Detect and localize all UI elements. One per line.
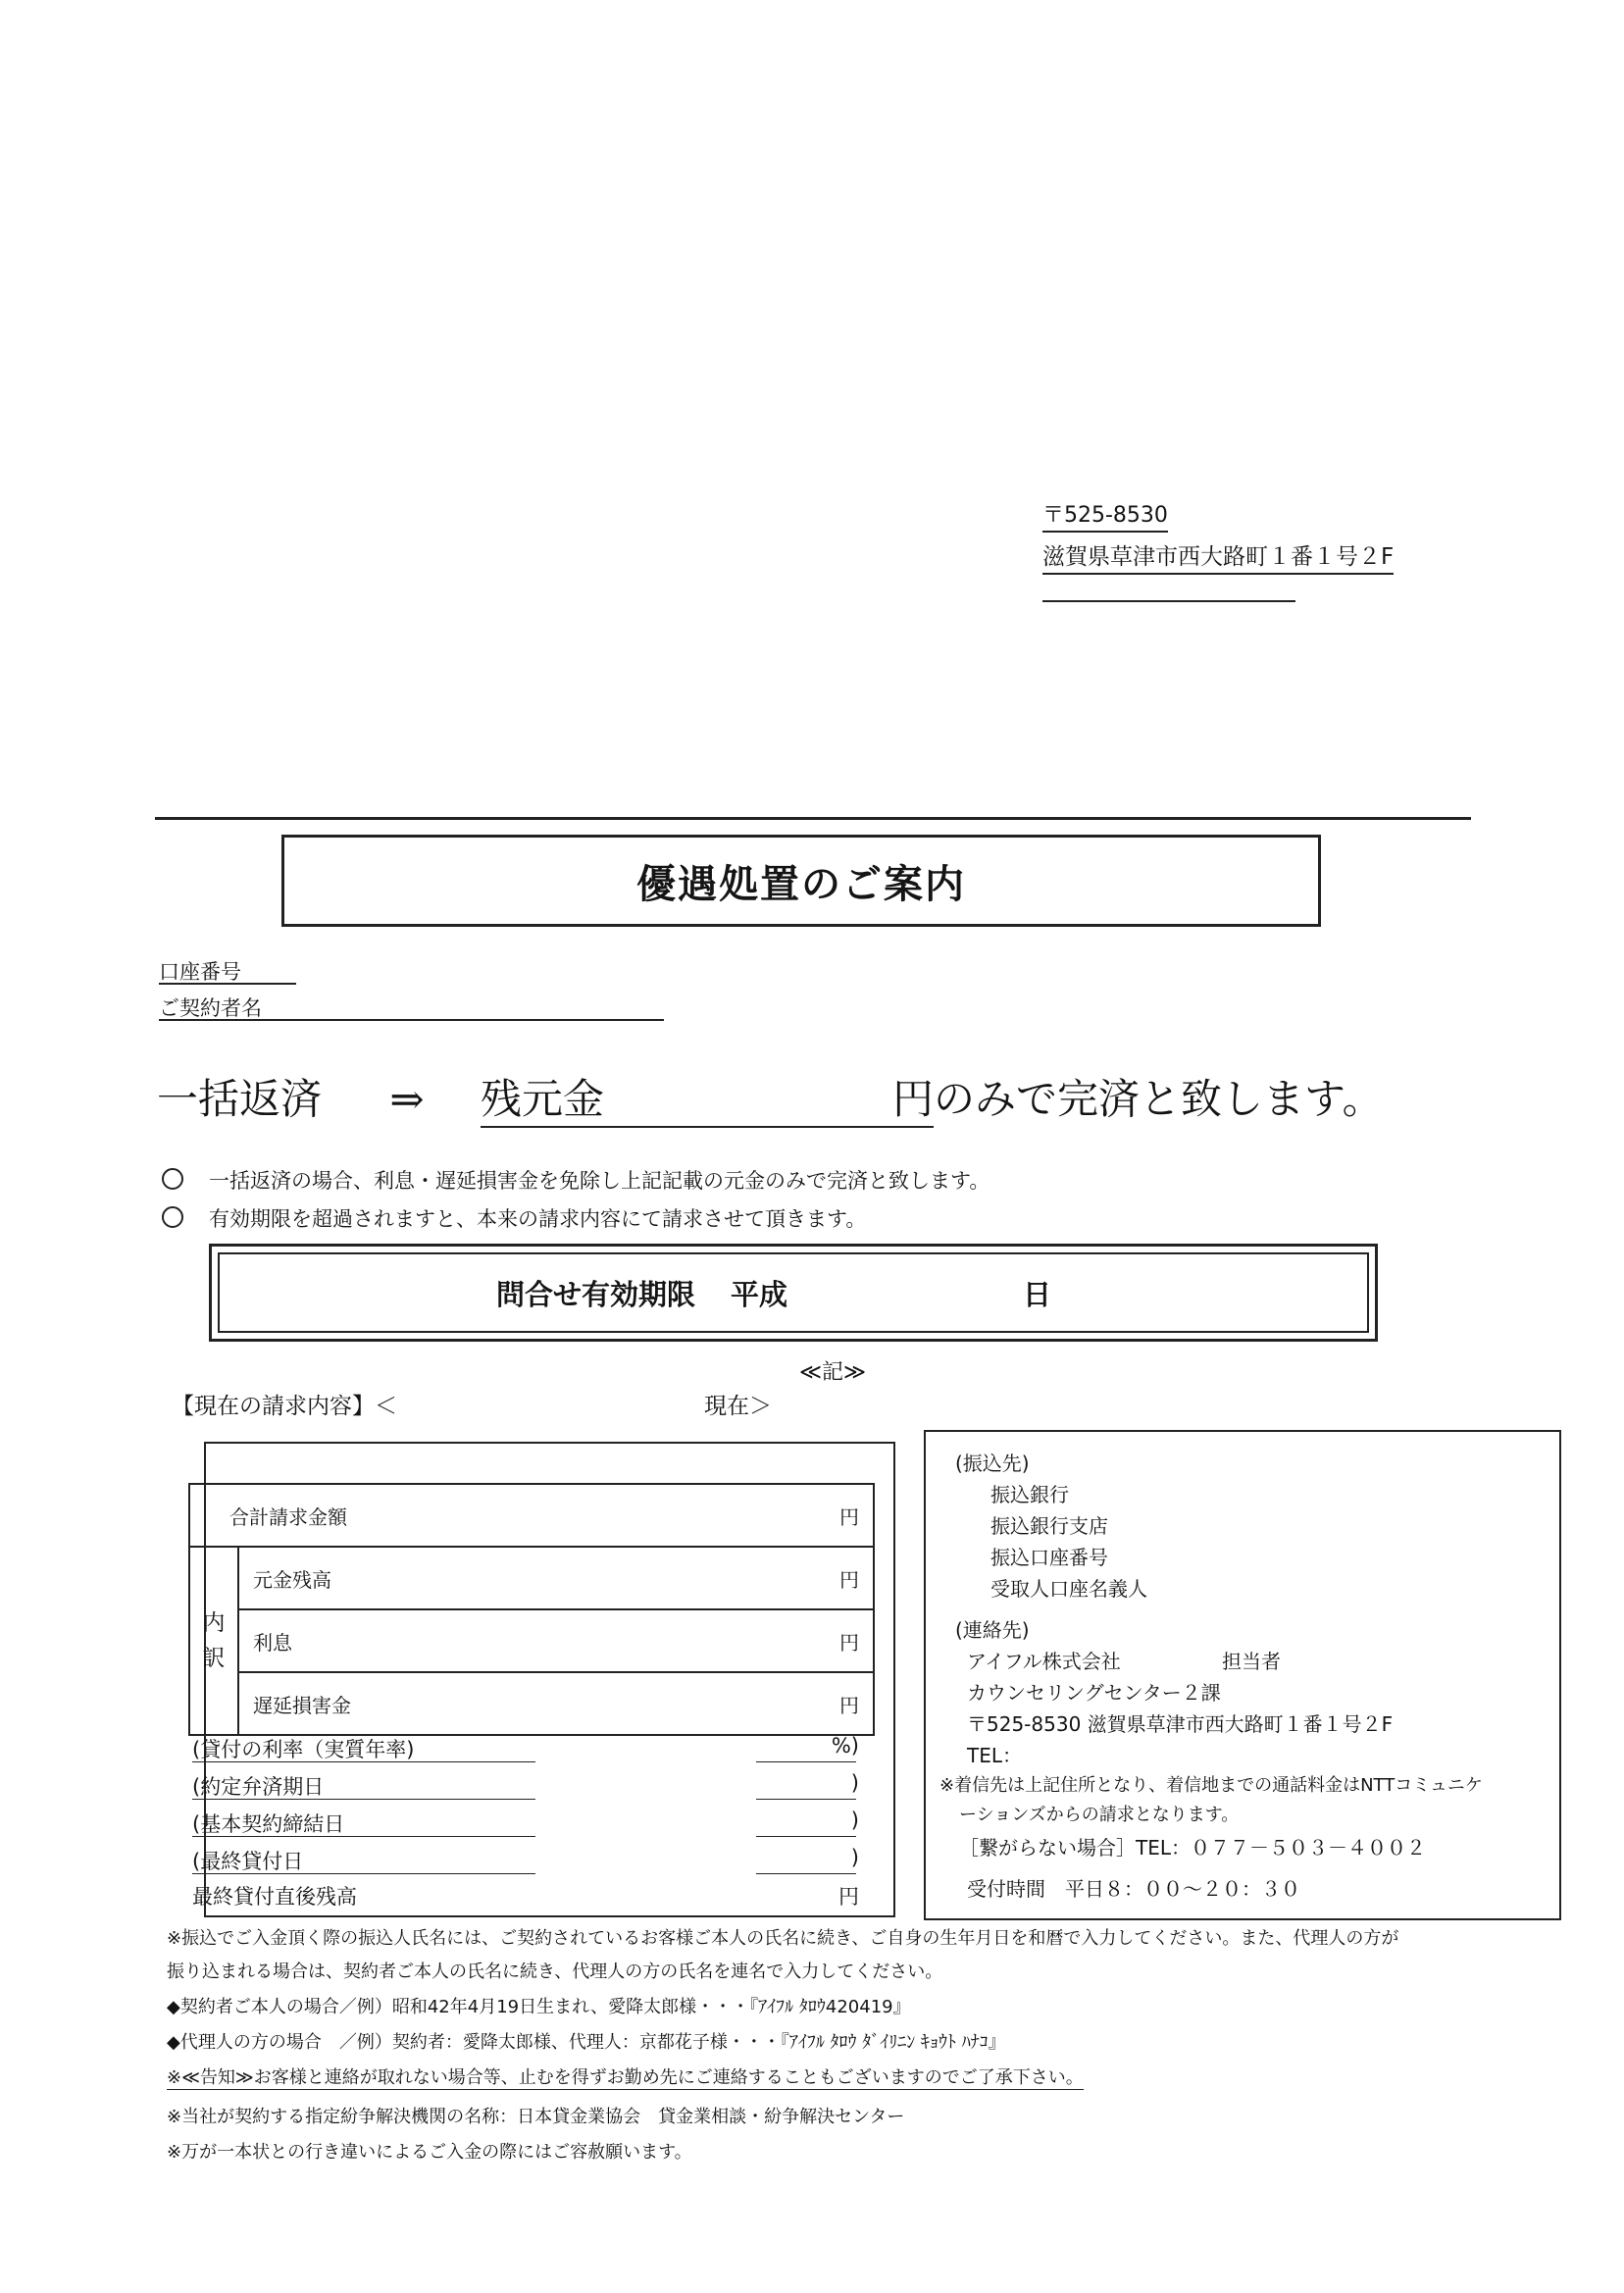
- deadline-inner: [218, 1252, 1369, 1333]
- footer-note: ※万が一本状との行き違いによるご入金の際にはご容赦願います。: [167, 2142, 692, 2163]
- record-marker: ≪記≫: [799, 1360, 867, 1385]
- document-title: 優遇処置のご案内: [636, 861, 966, 907]
- footer-note: 振り込まれる場合は、契約者ご本人の氏名に続き、代理人の方の氏名を連名で入力してください。: [167, 1962, 943, 1982]
- contact-address: 〒525-8530 滋賀県草津市西大路町１番１号２F: [967, 1712, 1394, 1736]
- footer-note: ※振込でご入金頂く際の振込人氏名には、ご契約されているお客様ご本人の氏名に続き、ご自身の生年月日を和暦で入力してください。また、代理人の方が: [167, 1928, 1399, 1949]
- term-unit: ): [850, 1771, 859, 1795]
- table-row: [189, 1672, 874, 1735]
- title-box: [281, 835, 1321, 927]
- call-notice: ※着信先は上記住所となり、着信地までの通話料金はNTTコミュニケ: [939, 1775, 1483, 1796]
- term-underline: [192, 1873, 535, 1874]
- lump-sum-text: 一括返済: [157, 1075, 323, 1123]
- fallback-tel: ［繋がらない場合］TEL：０７７－５０３－４００２: [959, 1836, 1426, 1860]
- footer-notice: ※≪告知≫お客様と連絡が取れない場合等、止むを得ずお勤め先にご連絡することもございますのでご了承下さい。: [167, 2064, 1084, 2090]
- footer-note: ◆契約者ご本人の場合／例）昭和42年4月19日生まれ、愛降太郎様・・・『ｱｲﾌﾙ ﾀﾛｳ420419』: [167, 1997, 911, 2017]
- principal-label: 元金残高: [238, 1547, 806, 1609]
- contact-heading: (連絡先): [955, 1618, 1030, 1642]
- term-underline: [192, 1836, 535, 1837]
- breakdown-label-char: 訳: [202, 1646, 226, 1671]
- divider-rule: [155, 817, 1471, 820]
- term-unit: %): [831, 1734, 859, 1758]
- call-notice: ーションズからの請求となります。: [959, 1805, 1240, 1825]
- sender-address: 滋賀県草津市西大路町１番１号２F: [1042, 538, 1394, 575]
- breakdown-label-char: 内: [202, 1610, 226, 1636]
- term-unit: ): [850, 1846, 859, 1869]
- total-billing-label: 合計請求金額: [189, 1484, 806, 1547]
- business-hours: 受付時間 平日８：００～２０：３０: [967, 1877, 1300, 1901]
- remaining-principal-text: 残元金: [481, 1067, 892, 1128]
- total-billing-unit: 円: [806, 1484, 874, 1547]
- arrow-icon: ⇒: [389, 1075, 425, 1123]
- account-holder-field: [159, 1019, 664, 1021]
- note-item: [162, 1165, 990, 1195]
- contact-person: 担当者: [1222, 1650, 1281, 1673]
- account-number-label: 口座番号: [159, 960, 241, 984]
- transfer-bank: 振込銀行: [990, 1483, 1069, 1506]
- contact-dept: カウンセリングセンター２課: [967, 1681, 1221, 1705]
- transfer-account-holder: 受取人口座名義人: [990, 1577, 1147, 1601]
- principal-unit: 円: [806, 1547, 874, 1609]
- current-as-of: 現在＞: [704, 1394, 772, 1419]
- deadline-box: [209, 1244, 1378, 1342]
- term-label: 最終貸付直後残高: [192, 1885, 357, 1909]
- current-billing-label: 【現在の請求内容】＜: [172, 1394, 397, 1419]
- late-fee-unit: 円: [806, 1672, 874, 1735]
- term-value-line: [756, 1873, 856, 1874]
- term-underline: [192, 1799, 535, 1800]
- table-row: [189, 1547, 874, 1609]
- transfer-branch: 振込銀行支店: [990, 1514, 1108, 1538]
- yen-unit: 円: [892, 1067, 934, 1128]
- term-value-line: [756, 1799, 856, 1800]
- note-text: 有効期限を超過されますと、本来の請求内容にて請求させて頂きます。: [209, 1207, 867, 1231]
- note-item: [162, 1203, 866, 1233]
- circle-bullet-icon: [162, 1206, 183, 1228]
- deadline-label: 問合せ有効期限: [496, 1277, 696, 1311]
- company-name: アイフル株式会社: [967, 1650, 1121, 1673]
- interest-label: 利息: [238, 1609, 806, 1672]
- term-value-line: [756, 1761, 856, 1762]
- term-unit: ): [850, 1809, 859, 1832]
- late-fee-label: 遅延損害金: [238, 1672, 806, 1735]
- deadline-era: 平成: [731, 1277, 788, 1311]
- term-label: (約定弁済期日: [192, 1775, 325, 1799]
- deadline-day: 日: [1023, 1277, 1052, 1311]
- contact-tel: TEL：: [967, 1744, 1022, 1767]
- table-row: [189, 1484, 874, 1547]
- transfer-account-number: 振込口座番号: [990, 1546, 1108, 1569]
- term-unit: 円: [838, 1885, 859, 1909]
- note-text: 一括返済の場合、利息・遅延損害金を免除し上記記載の元金のみで完済と致します。: [209, 1169, 990, 1193]
- account-holder-label: ご契約者名: [159, 996, 262, 1020]
- address-blank-line: [1042, 600, 1295, 602]
- term-label: (基本契約締結日: [192, 1812, 345, 1836]
- postal-code: 〒525-8530: [1042, 498, 1168, 533]
- transfer-info-box: [924, 1430, 1561, 1920]
- table-row: [189, 1609, 874, 1672]
- settlement-tail: のみで完済と致します。: [933, 1075, 1384, 1123]
- billing-table: [188, 1483, 875, 1736]
- interest-unit: 円: [806, 1609, 874, 1672]
- term-underline: [192, 1761, 535, 1762]
- footer-note: ◆代理人の方の場合 ／例）契約者：愛降太郎様、代理人：京都花子様・・・『ｱｲﾌﾙ ﾀﾛｳ ﾀﾞｲﾘﾆﾝ ｷｮｳﾄ ﾊﾅｺ』: [167, 2032, 1006, 2053]
- circle-bullet-icon: [162, 1168, 183, 1190]
- footer-note: ※当社が契約する指定紛争解決機関の名称：日本貸金業協会 貸金業相談・紛争解決センター: [167, 2107, 905, 2127]
- term-value-line: [756, 1836, 856, 1837]
- transfer-heading: (振込先): [955, 1452, 1030, 1475]
- term-label: (貸付の利率（実質年率): [192, 1738, 415, 1761]
- term-label: (最終貸付日: [192, 1850, 304, 1873]
- settlement-headline: [157, 1067, 1384, 1128]
- account-number-field: [159, 983, 296, 985]
- breakdown-label: [189, 1547, 238, 1735]
